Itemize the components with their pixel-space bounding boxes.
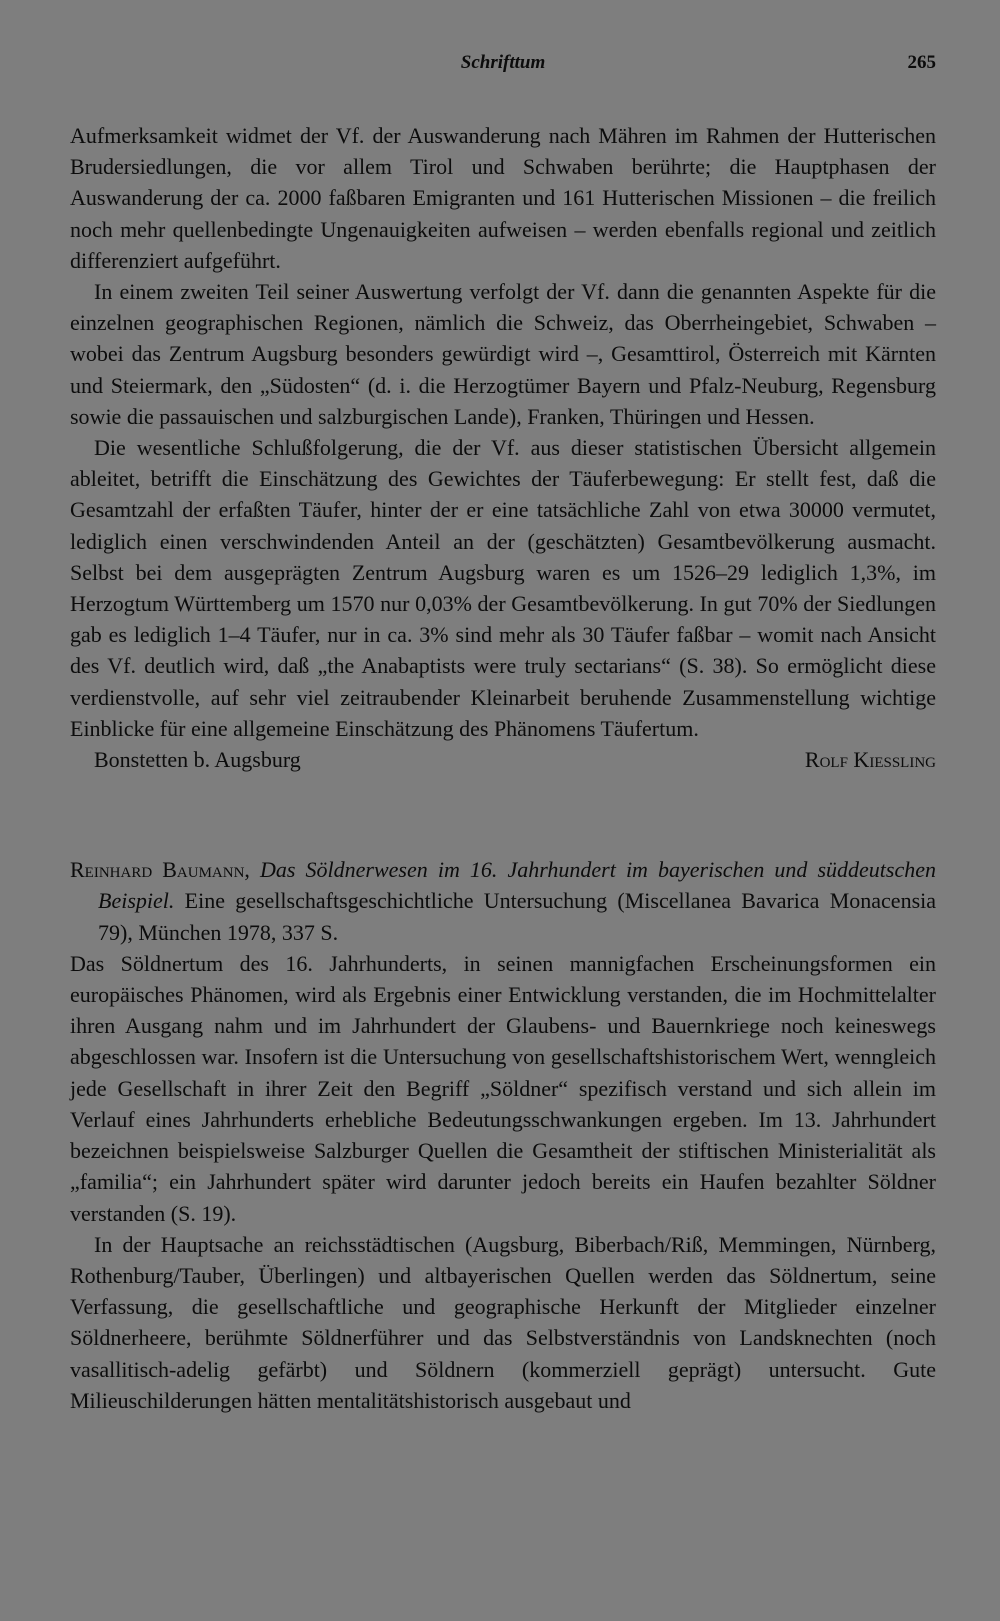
review2-citation: Reinhard Baumann, Das Söldnerwesen im 16. Jahrhundert im bayerischen und süddeutschen Beispiel. Eine gesellschaftsgeschichtliche Untersuchung (Miscellanea Bavarica Monacensia 79), München 1978, 337 S. [70, 857, 937, 945]
review1-paragraph-2: In einem zweiten Teil seiner Auswertung verfolgt der Vf. dann die genannten Aspekte für die einzelnen geographischen Regionen, nämlich die Schweiz, das Oberrheingebiet, Schwaben – wobei das Zentrum Augsburg besonders gewürdigt wird –, Gesamttirol, Österreich mit Kärnten und Steiermark, den „Südosten“ (d. i. die Herzogtümer Bayern und Pfalz-Neuburg, Regensburg sowie die passauischen und salzburgischen Lande), Franken, Thüringen und Hessen. [70, 279, 936, 429]
review1-paragraph-3: Die wesentliche Schlußfolgerung, die der Vf. aus dieser statistischen Übersicht allgemein ableitet, betrifft die Einschätzung des Gewichtes der Täuferbewegung: Er stellt fest, daß die Gesamtzahl der erfaßten Täufer, hinter der er eine tatsächliche Zahl von etwa 30000 vermutet, lediglich einen verschwindenden Anteil an der (geschätzten) Gesamtbevölkerung ausmacht. Selbst bei dem ausgeprägten Zentrum Augsburg waren es um 1526–29 lediglich 1,3%, im Herzogtum Württemberg um 1570 nur 0,03% der Gesamtbevölkerung. In gut 70% der Siedlungen gab es lediglich 1–4 Täufer, nur in ca. 3% sind mehr als 30 Täufer faßbar – womit nach Ansicht des Vf. deutlich wird, daß „the Anabaptists were truly sectarians“ (S. 38). So ermöglicht diese verdienstvolle, auf sehr viel zeitraubender Kleinarbeit beruhende Zusammenstellung wichtige Einblicke für eine allgemeine Einschätzung des Phänomens Täufertum. [70, 435, 936, 741]
book-author: Reinhard Baumann [70, 857, 245, 883]
review2-paragraph-1: Das Söldnertum des 16. Jahrhunderts, in seinen mannigfachen Erscheinungsformen ein europäisches Phänomen, wird als Ergebnis einer Entwicklung verstanden, die im Hochmittelalter ihren Ausgang nahm und im Jahrhundert der Glaubens- und Bauernkriege noch keineswegs abgeschlossen war. Insofern ist die Untersuchung von gesellschaftshistorischem Wert, wenngleich jede Gesellschaft in ihrer Zeit den Begriff „Söldner“ spezifisch verstand und sich allein im Verlauf eines Jahrhunderts erhebliche Bedeutungsschwankungen ergeben. Im 13. Jahrhundert bezeichnen beispielsweise Salzburger Quellen die Gesamtheit der stiftischen Ministerialität als „familia“; ein Jahrhundert später wird darunter jedoch bereits ein Haufen bezahlter Söldner verstanden (S. 19). [70, 950, 936, 1226]
page-number: 265 [907, 52, 936, 73]
review-place: Bonstetten b. Augsburg [94, 747, 301, 773]
review2-paragraph-2: In der Hauptsache an reichsstädtischen (Augsburg, Biberbach/Riß, Memmingen, Nürnberg, Rothenburg/Tauber, Überlingen) und altbayerischen Quellen werden das Söldnertum, seine Verfassung, die gesellschaftliche und geographische Herkunft der Mitglieder einzelner Söldnerheere, berühmte Söldnerführer und das Selbstverständnis von Landsknechten (noch vasallitisch-adelig gefärbt) und Söldnern (kommerziell geprägt) untersucht. Gute Milieuschilderungen hätten mentalitätshistorisch ausgebaut und [70, 1231, 936, 1413]
review1-signature [70, 744, 936, 775]
book-details: Eine gesellschaftsgeschichtliche Untersuchung (Miscellanea Bavarica Monacensia 79), München 1978, 337 S. [98, 888, 937, 945]
page-body [70, 120, 936, 1416]
book-title: Das Söldnerwesen im 16. Jahrhundert im bayerischen und süddeutschen Beispiel. [98, 857, 937, 914]
running-head [70, 52, 936, 84]
running-title: Schrifttum [460, 52, 546, 73]
section-gap [70, 775, 936, 854]
reviewer-name: Rolf Kiessling [804, 747, 936, 773]
review1-paragraph-1: Aufmerksamkeit widmet der Vf. der Auswanderung nach Mähren im Rahmen der Hutterischen Brudersiedlungen, die vor allem Tirol und Schwaben berührte; die Hauptphasen der Auswanderung der ca. 2000 faßbaren Emigranten und 161 Hutterischen Missionen – die freilich noch mehr quellenbedingte Ungenauigkeiten aufweisen – werden ebenfalls regional und zeitlich differenziert aufgeführt. [70, 123, 936, 273]
